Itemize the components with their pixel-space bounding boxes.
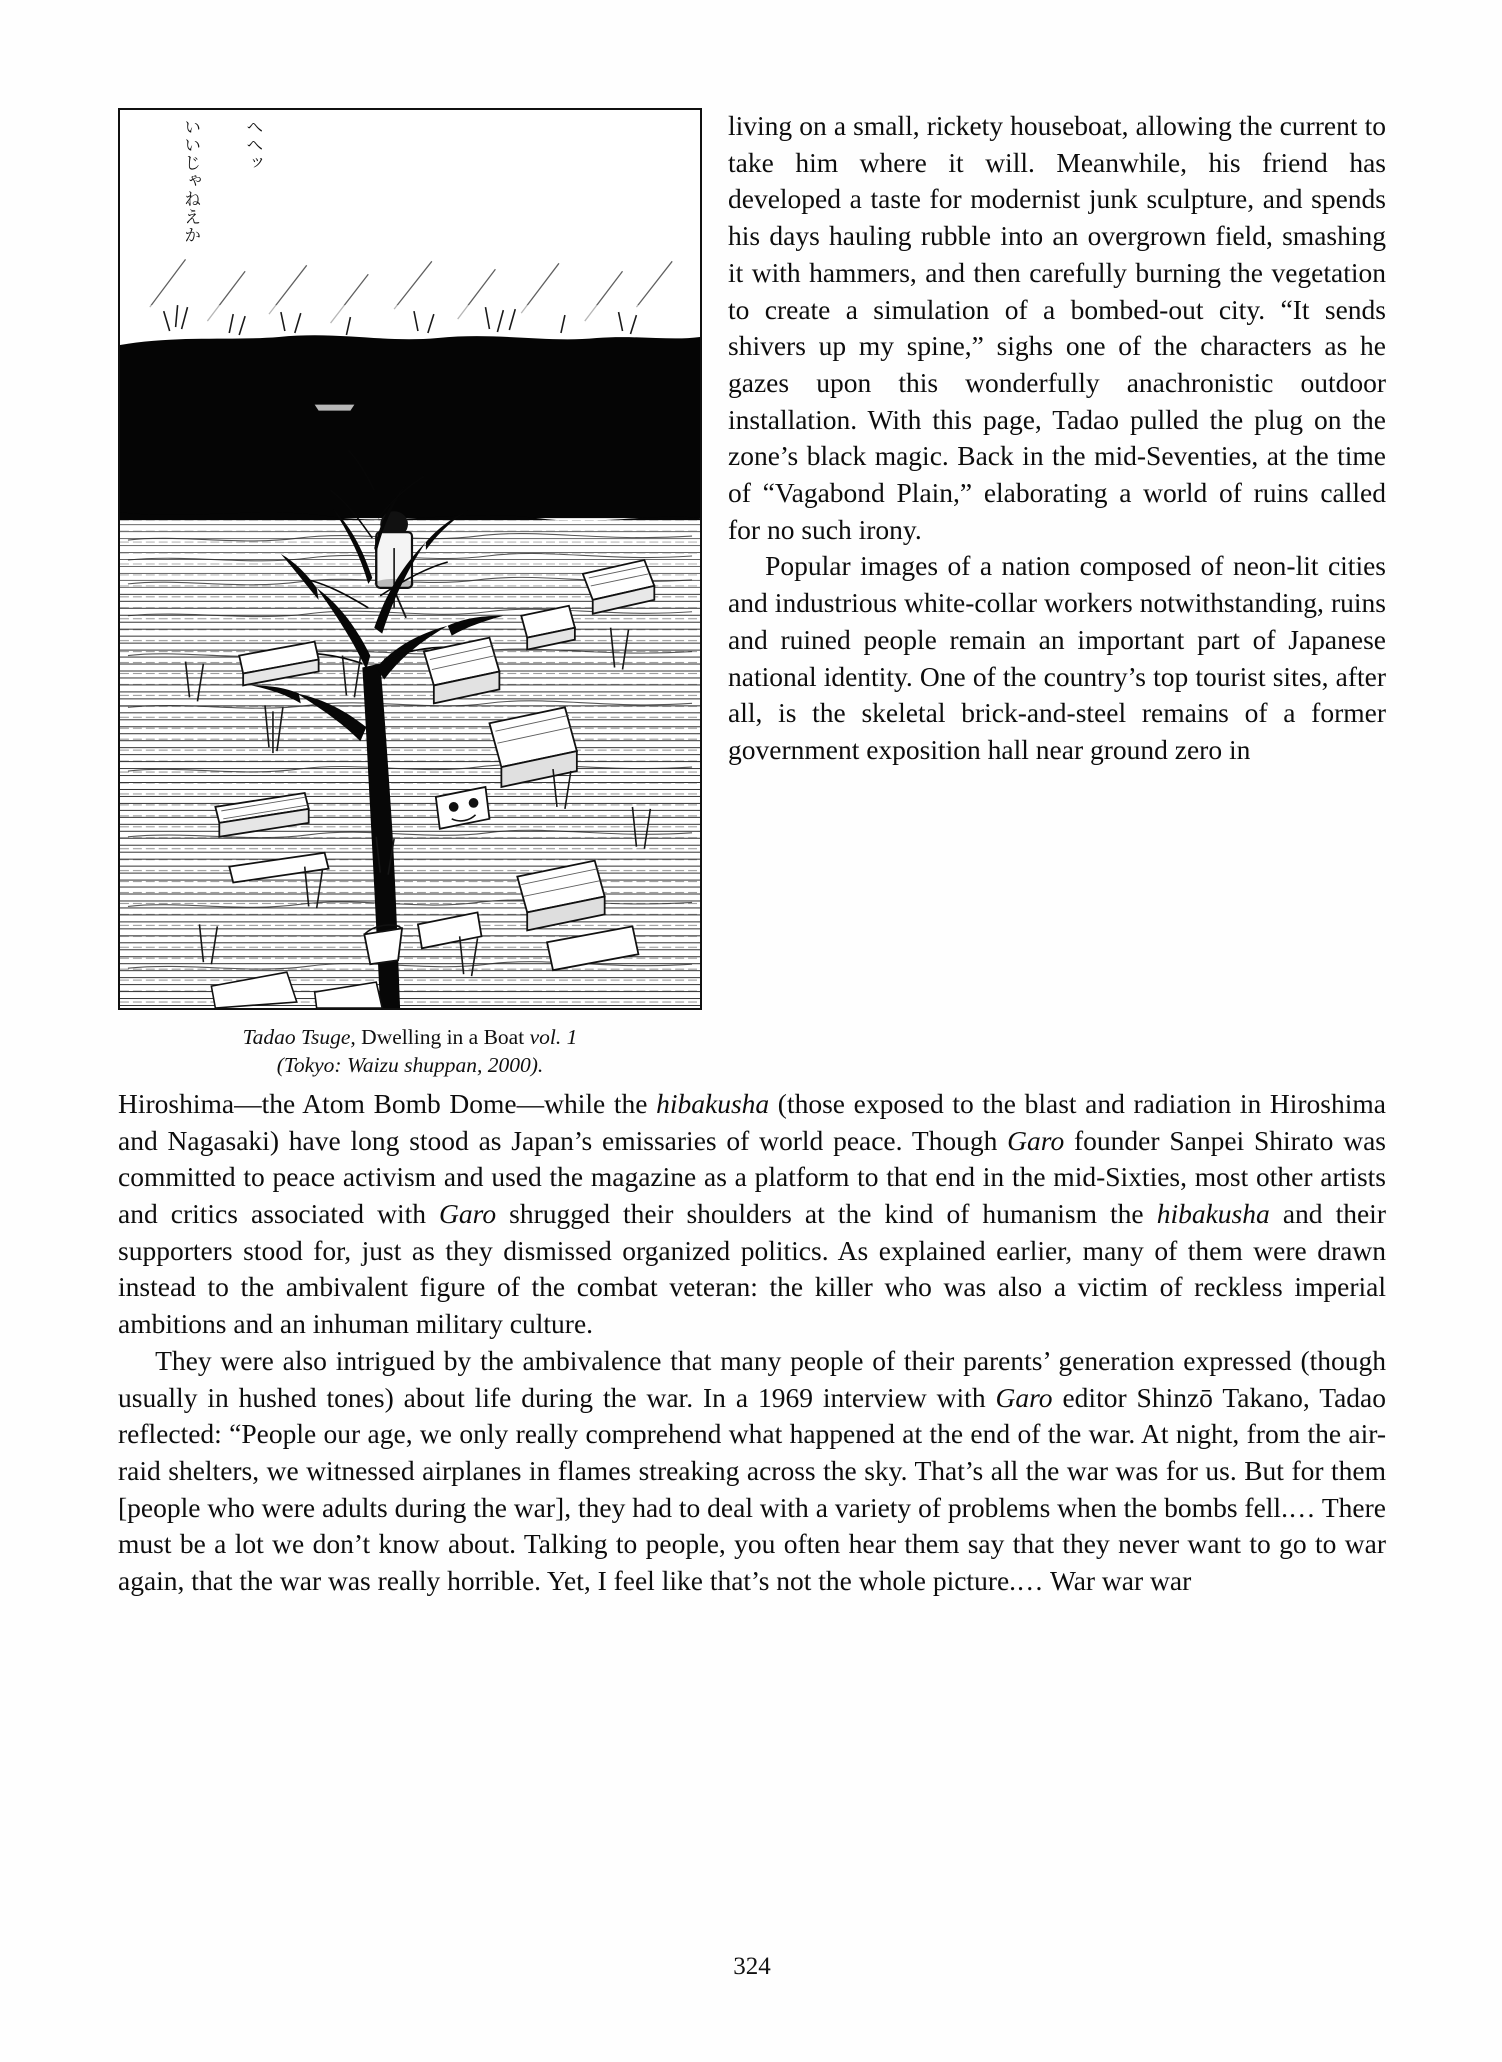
right-column (728, 108, 1386, 769)
caption-artist: Tadao Tsuge, (242, 1025, 356, 1049)
paragraph-they-were-also-intrigued (118, 1343, 1386, 1600)
paragraph-continuation: living on a small, rickety houseboat, allowing the current to take him where it will. Meanwhile, his friend has developed a taste for modernist junk sculpture, and spends his days hauling rubble into an overgrown field, smashing it with hammers, and then carefully burning the vegetation to create a simulation of a bombed-out city. “It sends shivers up my spine,” sighs one of the characters as he gazes upon this wonderfully anachronistic outdoor installation. With this page, Tadao pulled the plug on the zone’s black magic. Back in the mid-Seventies, at the time of “Vagabond Plain,” elaborating a world of ruins called for no such irony. (728, 110, 1386, 545)
page-number: 324 (733, 1953, 771, 1980)
italic-garo-3: Garo (995, 1381, 1053, 1413)
speech-bubble-text (138, 118, 304, 370)
caption-title: Dwelling in a Boat (355, 1025, 530, 1049)
figure-manga-panel (118, 108, 706, 1080)
italic-garo-2: Garo (439, 1197, 497, 1229)
manga-panel-image (118, 108, 702, 1010)
text-run: and their supporters stood for, just as they dismissed organized politics. As explained earlier, many of them were drawn instead to the ambivalent figure of the combat veteran: the killer who was also a victim of reckless imperial ambitions and an inhuman military culture. (118, 1197, 1386, 1340)
text-run: (those exposed to the blast and radiation in Hiroshima and Nagasaki) have long stood as Japan’s emissaries of world peace. Though (118, 1087, 1386, 1156)
italic-garo-1: Garo (1007, 1124, 1065, 1156)
paragraph-popular-images-continued (118, 1086, 1386, 1343)
figure-caption (118, 1024, 702, 1080)
text-run: shrugged their shoulders at the kind of humanism the (496, 1197, 1157, 1229)
caption-publication: (Tokyo: Waizu shuppan, 2000). (276, 1052, 544, 1077)
italic-hibakusha-2: hibakusha (1156, 1197, 1270, 1229)
text-run: Hiroshima—the Atom Bomb Dome—while the (118, 1087, 657, 1119)
text-run: editor Shinzō Takano, Tadao reflected: “People our age, we only really comprehend what happened at the end of the war. At night, from the air-raid shelters, we witnessed airplanes in flames streaking across the sky. That’s all the war was for us. But for them [people who were adults during the war], they had to deal with a variety of problems when the bombs fell.… There must be a lot we don’t know about. Talking to people, you often hear them say that they never want to go to war again, that the war was really horrible. Yet, I feel like that’s not the whole picture.… War war war (118, 1381, 1387, 1597)
speech-bubble-line-1: へへッ (242, 118, 263, 172)
paragraph-popular-images: Popular images of a nation composed of neon-lit cities and industrious white-collar workers notwithstanding, ruins and ruined people remain an important part of Japanese national identity. One of the country’s top tourist sites, after all, is the skeletal brick-and-steel remains of a former government exposition hall near ground zero in (728, 550, 1386, 765)
full-width-text-block (118, 1084, 1386, 1600)
text-run: They were also intrigued by the ambivalence that many people of their parents’ generation expressed (though usually in hushed tones) about life during the war. In a 1969 interview with (118, 1344, 1386, 1413)
italic-hibakusha-1: hibakusha (656, 1087, 770, 1119)
caption-volume: vol. 1 (529, 1025, 578, 1049)
page-content (118, 108, 1387, 1980)
speech-bubble-line-2: いいじゃねえか (180, 118, 201, 244)
text-run: founder Sanpei Shirato was committed to peace activism and used the magazine as a platform to that end in the mid-Sixties, most other artists and critics associated with (118, 1124, 1386, 1229)
figure-and-column-block (118, 108, 1386, 1084)
